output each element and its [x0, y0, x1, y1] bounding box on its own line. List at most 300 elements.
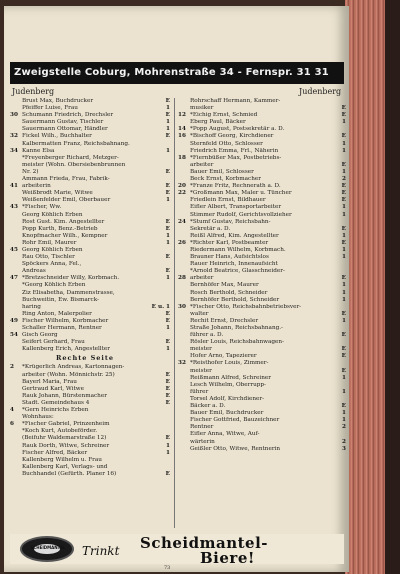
floor-marker: E [341, 105, 346, 112]
house-number: 32 [10, 133, 18, 140]
floor-marker: E [165, 183, 170, 190]
directory-entry [178, 375, 346, 382]
resident-text: *Bretzschneider Willy, Korbmach. [22, 275, 120, 282]
floor-marker: 1 [342, 289, 346, 296]
floor-marker: E [341, 183, 346, 190]
directory-entry [178, 282, 346, 289]
floor-marker: E [341, 310, 346, 317]
floor-marker: E [341, 346, 346, 353]
directory-entry [178, 162, 346, 169]
directory-entry [178, 304, 346, 311]
resident-text: Eifler Albert, Transportarbeiter [190, 204, 282, 211]
resident-text: *Fischer Gabriel, Prinzenheim [22, 421, 110, 428]
floor-marker: 1 [166, 449, 170, 456]
resident-text: Nr. 2) [22, 168, 39, 175]
resident-text: Stimmer Rudolf, Gerichtsvollzieher [190, 211, 292, 218]
directory-entry [178, 133, 346, 140]
directory-entry [178, 169, 346, 176]
directory-entry [178, 183, 346, 190]
resident-text: Bernhöfer Max, Maurer [190, 282, 259, 289]
resident-text: Kallenberg Karl, Verlags- und [22, 463, 108, 470]
directory-entry [10, 233, 170, 240]
resident-text: Lesch Wilhelm, Oberrupp- [190, 381, 266, 388]
directory-entry [10, 275, 170, 282]
resident-text: Georg Köhlich Erben [22, 211, 83, 218]
house-number: 47 [10, 275, 18, 282]
floor-marker: E [165, 339, 170, 346]
house-number: 18 [178, 154, 186, 161]
resident-text: Andreas [22, 268, 46, 275]
resident-text: Kallenberg Erich, Angestellter [22, 346, 110, 353]
resident-text: Sekretär a. D. [190, 225, 231, 232]
directory-entry [10, 133, 170, 140]
resident-text: Torsel Adolf, Kirchdiener- [190, 395, 265, 402]
resident-text: Friedrich Emma, Frl., Näherin [190, 147, 279, 154]
directory-entry [178, 332, 346, 339]
directory-entry [10, 428, 170, 435]
resident-text: Rohrschaff Hermann, Kammer- [190, 98, 281, 104]
directory-entry [10, 155, 170, 162]
house-number: 30 [178, 303, 186, 310]
directory-entry [10, 148, 170, 155]
resident-text: Buchhandel (Gefürth. Planer 16) [22, 470, 117, 477]
directory-entry [178, 105, 346, 112]
directory-entry [10, 435, 170, 442]
directory-entry [10, 443, 170, 450]
resident-text: Buchweitin, Ew. Bismarck- [22, 296, 99, 303]
floor-marker: E [341, 403, 346, 410]
resident-text: Ammann Frieda, Frau, Fabrik- [22, 176, 110, 183]
directory-entry [10, 290, 170, 297]
directory-entry [178, 396, 346, 403]
directory-entry [10, 176, 170, 183]
resident-text: *Fischer, Ww. [22, 204, 62, 211]
directory-entry [178, 431, 346, 438]
floor-marker: E [341, 332, 346, 339]
column-divider [174, 98, 175, 528]
directory-entry [10, 98, 170, 105]
directory-entry [10, 226, 170, 233]
floor-marker: 2 [342, 424, 346, 431]
directory-entry [10, 162, 170, 169]
directory-entry [10, 141, 170, 148]
resident-text: arbeiter [190, 161, 214, 168]
resident-text: *Freyenberger Richard, Metzger- [22, 154, 119, 161]
directory-entry [178, 268, 346, 275]
floor-marker: E [341, 275, 346, 282]
directory-entry [178, 403, 346, 410]
floor-marker: E [341, 239, 346, 246]
resident-text: arbeiter [190, 275, 214, 282]
house-number: 45 [10, 246, 18, 253]
resident-text: Kanne Elsa [22, 147, 55, 154]
directory-entry [178, 98, 346, 105]
resident-text: Bauer Emil, Buchdrucker [190, 410, 264, 417]
directory-entry [178, 417, 346, 424]
resident-text: *Popp August, Postsekretär a. D. [190, 126, 285, 133]
floor-marker: 1 [342, 168, 346, 175]
column-header-right: Judenberg [299, 87, 342, 96]
directory-entry [178, 226, 346, 233]
section-heading: Rechte Seite [55, 355, 115, 363]
directory-entry [10, 414, 170, 421]
resident-text: führer [190, 388, 209, 395]
floor-marker: E [165, 385, 170, 392]
house-number: 54 [10, 332, 18, 339]
resident-text: führer a. D. [190, 332, 224, 339]
directory-entry [178, 219, 346, 226]
floor-marker: E [165, 168, 170, 175]
directory-entry [10, 119, 170, 126]
floor-marker: E [165, 399, 170, 406]
directory-entry [178, 410, 346, 417]
resident-text: Eberg Paul, Bäcker [190, 119, 246, 126]
directory-entry [10, 212, 170, 219]
floor-marker: E [341, 197, 346, 204]
house-number: 43 [10, 204, 18, 211]
resident-text: Pfeiffer Luise, Frau [22, 105, 78, 112]
directory-entry [178, 176, 346, 183]
house-number: 26 [178, 239, 186, 246]
resident-text: *Reisthofer Louis, Zimmer- [190, 360, 269, 367]
resident-text: Weißbrodt Marie, Witwe [22, 190, 93, 197]
resident-text: *Georg Köhlich Erben [22, 282, 86, 289]
directory-entry [178, 446, 346, 453]
directory-entry [10, 471, 170, 478]
directory-entry [10, 393, 170, 400]
house-number: 2 [10, 364, 14, 371]
resident-text: Seifert Gerhard, Frau [22, 339, 85, 346]
house-number: 49 [10, 317, 18, 324]
resident-text: *Gern Heinrichs Erben [22, 407, 89, 414]
resident-text: Rosch Berthold, Schneider [190, 289, 268, 296]
resident-text: arbeiter (Wohn. Mönnichstr. 25) [22, 371, 115, 378]
house-number: 34 [10, 147, 18, 154]
resident-text: Eifler Anna, Witwe, Auf- [190, 431, 260, 438]
floor-marker: 2 [342, 176, 346, 183]
directory-entry [10, 372, 170, 379]
ad-brand-line1: Scheidmantel- [140, 534, 268, 552]
directory-entry [178, 325, 346, 332]
directory-entry [10, 332, 170, 339]
floor-marker: E [165, 371, 170, 378]
directory-entry [10, 183, 170, 190]
emblem-text: SCHEIDMANTEL [30, 545, 66, 550]
house-number: 14 [178, 126, 186, 133]
resident-text: walter [190, 310, 209, 317]
floor-marker: E [165, 218, 170, 225]
floor-marker: 1 [342, 296, 346, 303]
resident-text: Weißenfelder Emil, Oberbauer [22, 197, 111, 204]
resident-text: Kallenberg Wilhelm u. Frau [22, 456, 102, 463]
floor-marker: E [165, 435, 170, 442]
resident-text: *Bischoff Georg, Kirchdiener [190, 133, 274, 140]
floor-marker: E [341, 161, 346, 168]
resident-text: Georg Köhlich Erben [22, 246, 83, 253]
resident-text: *Stumf Gustav, Reichsbahn- [190, 218, 271, 225]
directory-entry [178, 353, 346, 360]
floor-marker: E [341, 353, 346, 360]
floor-marker: 1 [342, 410, 346, 417]
resident-text: *Großmann Max, Maler u. Tüncher [190, 190, 292, 197]
directory-entry [10, 464, 170, 471]
ad-brand-line2: Biere! [200, 549, 255, 567]
resident-text: *Fischer Otto, Reichsbahnbetriebsver- [190, 303, 302, 310]
directory-page [4, 6, 349, 572]
directory-entry [178, 197, 346, 204]
resident-text: Rauk Johann, Bürstenmacher [22, 392, 107, 399]
floor-marker: 2 [342, 438, 346, 445]
floor-marker: E [341, 367, 346, 374]
directory-entry [10, 282, 170, 289]
resident-text: Popp Kurth, Benz.-Betrieb [22, 225, 98, 232]
directory-entry [10, 318, 170, 325]
house-number: 32 [178, 360, 186, 367]
resident-text: Rost Gust. Kim. Angestellter [22, 218, 105, 225]
floor-marker: 1 [166, 119, 170, 126]
floor-marker: 1 [166, 442, 170, 449]
floor-marker: E [165, 268, 170, 275]
directory-entry [178, 382, 346, 389]
directory-entry [178, 126, 346, 133]
directory-entry [10, 297, 170, 304]
directory-entry [178, 233, 346, 240]
resident-text: Rösler Louis, Reichsbahnwagen- [190, 339, 284, 346]
resident-text: Hofer Arno, Tapezierer [190, 353, 257, 360]
floor-marker: 1 [342, 282, 346, 289]
directory-entry [178, 290, 346, 297]
resident-text: Bayerl Maria, Frau [22, 378, 77, 385]
directory-entry [178, 346, 346, 353]
directory-entry [178, 339, 346, 346]
house-number: 22 [178, 190, 186, 197]
directory-entry [10, 386, 170, 393]
floor-marker: 1 [166, 126, 170, 133]
floor-marker: E [165, 98, 170, 104]
resident-text: Kalbermatten Franz, Reichsbahnang. [22, 140, 130, 147]
resident-text: *Eichig Ernst, Schmied [190, 112, 258, 119]
directory-entry [178, 318, 346, 325]
resident-text: Schumann Friedrich, Drechsler [22, 112, 114, 119]
resident-text: Geißler Otto, Witwe, Rentnerin [190, 445, 281, 452]
resident-text: Knopfmacher Wilh., Kempner [22, 232, 108, 239]
directory-entry [10, 247, 170, 254]
floor-marker: 1 [166, 232, 170, 239]
floor-marker: 1 [166, 197, 170, 204]
directory-entry [178, 112, 346, 119]
floor-marker: 1 [342, 211, 346, 218]
book-cover-edge [385, 0, 400, 574]
directory-entry [178, 204, 346, 211]
resident-text: Stadt. Gemeindehaus 4 [22, 399, 90, 406]
resident-text: *Richter Karl, Postbeamter [190, 239, 269, 246]
floor-marker: E [165, 225, 170, 232]
floor-marker: 1 [166, 346, 170, 353]
directory-entry [10, 169, 170, 176]
directory-entry [10, 190, 170, 197]
resident-text: Ziz Elisabetha, Dammenstrasse, [22, 289, 115, 296]
resident-text: Schaller Hermann, Rentner [22, 325, 102, 331]
floor-marker: 1 [342, 374, 346, 381]
directory-entry [10, 261, 170, 268]
resident-text: Fickel Wilh., Buchhalter [22, 133, 92, 140]
floor-marker: E [165, 133, 170, 140]
house-number: 6 [10, 421, 14, 428]
floor-marker: E [341, 133, 346, 140]
resident-text: Reißl Alfred, Kim. Angestellter [190, 232, 279, 239]
directory-entry [10, 304, 170, 311]
house-number: 28 [178, 275, 186, 282]
resident-text: Rentner [190, 424, 214, 431]
house-number: 4 [10, 407, 14, 414]
brewery-emblem-icon [20, 536, 74, 562]
floor-marker: E [165, 392, 170, 399]
directory-entry [178, 389, 346, 396]
directory-entry [10, 240, 170, 247]
resident-text: Bäcker a. D. [190, 403, 226, 410]
resident-text: Fischer Alfred, Bäcker [22, 449, 88, 456]
directory-entry [10, 379, 170, 386]
directory-entry [178, 247, 346, 254]
resident-text: haring [22, 303, 41, 310]
directory-entry [10, 112, 170, 119]
resident-text: meister [190, 346, 212, 353]
house-number: 41 [10, 183, 18, 190]
floor-marker: E [341, 225, 346, 232]
resident-text: musiker [190, 105, 214, 112]
floor-marker: E [165, 310, 170, 317]
resident-text: *Fiernbüßer Max, Postbetriebs- [190, 154, 282, 161]
directory-entry [178, 424, 346, 431]
directory-entry [178, 119, 346, 126]
resident-text: Rau Otto, Tischler [22, 254, 75, 261]
resident-text: Fischer Gottfried, Bauzeichner [190, 417, 280, 424]
directory-entry [178, 155, 346, 162]
directory-entry [178, 297, 346, 304]
resident-text: Ring Anton, Malerpolier [22, 310, 92, 317]
floor-marker: 1 [342, 232, 346, 239]
floor-marker: 1 [342, 147, 346, 154]
resident-text: arbeiterin [22, 183, 51, 190]
floor-marker: 3 [342, 445, 346, 452]
directory-entry [10, 400, 170, 407]
directory-entry [10, 268, 170, 275]
resident-text: Sauermann Ottomar, Händler [22, 126, 108, 133]
directory-entry [10, 346, 170, 353]
directory-entry [10, 407, 170, 414]
directory-entry [178, 240, 346, 247]
floor-marker: 1 [342, 388, 346, 395]
floor-marker: 1 [166, 325, 170, 331]
resident-text: *Koch Kurt, Autobeförder. [22, 428, 98, 435]
floor-marker: 1 [342, 140, 346, 147]
directory-entry [178, 212, 346, 219]
floor-marker: 1 [342, 254, 346, 261]
resident-text: Fischer Wilhelm, Korbmacher [22, 317, 109, 324]
advertisement [10, 534, 344, 567]
house-number: 12 [178, 112, 186, 119]
directory-entry [178, 190, 346, 197]
floor-marker: 1 [342, 119, 346, 126]
directory-entry [10, 311, 170, 318]
resident-text: Friedlein Ernst, Bildhauer [190, 197, 266, 204]
directory-entry [10, 364, 170, 371]
directory-entry [10, 197, 170, 204]
resident-text: Straße Johann, Reichsbahnang.- [190, 325, 283, 331]
floor-marker: 1 [342, 246, 346, 253]
floor-marker: E [341, 190, 346, 197]
resident-text: Brust Max, Buchdrucker [22, 98, 94, 104]
banner: Zweigstelle Coburg, Mohrenstraße 34 - Fernspr. 31 31 [10, 62, 344, 84]
directory-entry [178, 275, 346, 282]
directory-entry [10, 126, 170, 133]
house-number: 16 [178, 133, 186, 140]
floor-marker: E [165, 470, 170, 477]
resident-text: wärterin [190, 438, 215, 445]
house-number: 20 [178, 183, 186, 190]
floor-marker: 1 [342, 317, 346, 324]
resident-text: meister (Wohn. Obersiebenbrunnen [22, 161, 126, 168]
resident-text: Brauner Hans, Aufsichtslos [190, 254, 269, 261]
column-header-left: Judenberg [12, 87, 55, 96]
resident-text: meister [190, 367, 212, 374]
resident-text: Gertraud Karl, Witwe [22, 385, 85, 392]
resident-text: *Franze Fritz, Rechnerath a. D. [190, 183, 281, 190]
resident-text: *Krügerlich Andreas, Kartonnagen- [22, 364, 125, 371]
floor-marker: E [165, 378, 170, 385]
resident-text: Gisch Georg [22, 332, 58, 339]
directory-entry [178, 311, 346, 318]
directory-entry [178, 261, 346, 268]
directory-entry [178, 368, 346, 375]
floor-marker: E [165, 254, 170, 261]
directory-entry [10, 254, 170, 261]
resident-text: Rohr Emil, Maurer [22, 239, 77, 246]
ad-trinkt: Trinkt [82, 544, 120, 558]
resident-text: Sauermann Gustav, Tischler [22, 119, 104, 126]
directory-entry [178, 148, 346, 155]
resident-text: Bernhöfer Berthold, Schneider [190, 296, 280, 303]
resident-text: Rauer Heinrich, Innenaufsicht [190, 261, 278, 268]
directory-entry [10, 457, 170, 464]
resident-text: Riedermann Wilhelm, Korbmach. [190, 246, 286, 253]
resident-text: (Beifuhr Waldemarstraße 12) [22, 435, 107, 442]
floor-marker: 1 [166, 147, 170, 154]
resident-text: Reißmann Alfred, Schreiner [190, 374, 271, 381]
resident-text: Sternfeld Otto, Schlosser [190, 140, 263, 147]
directory-entry [178, 254, 346, 261]
floor-marker: 1 [342, 204, 346, 211]
floor-marker: 1 [166, 239, 170, 246]
directory-entry [178, 141, 346, 148]
floor-marker: E [165, 317, 170, 324]
house-number: 24 [178, 218, 186, 225]
directory-entry [10, 421, 170, 428]
directory-entry [178, 439, 346, 446]
floor-marker: 1 [166, 105, 170, 112]
floor-marker: E u. 1 [151, 303, 170, 310]
directory-entry [10, 450, 170, 457]
right-column [178, 98, 346, 538]
floor-marker: E [165, 112, 170, 119]
directory-entry [10, 325, 170, 332]
directory-entry [10, 219, 170, 226]
left-column [10, 98, 170, 538]
floor-marker: 1 [166, 275, 170, 282]
directory-entry [10, 339, 170, 346]
resident-text: Rauk Dorth, Witwe, Schreiner [22, 442, 110, 449]
directory-entry [10, 204, 170, 211]
